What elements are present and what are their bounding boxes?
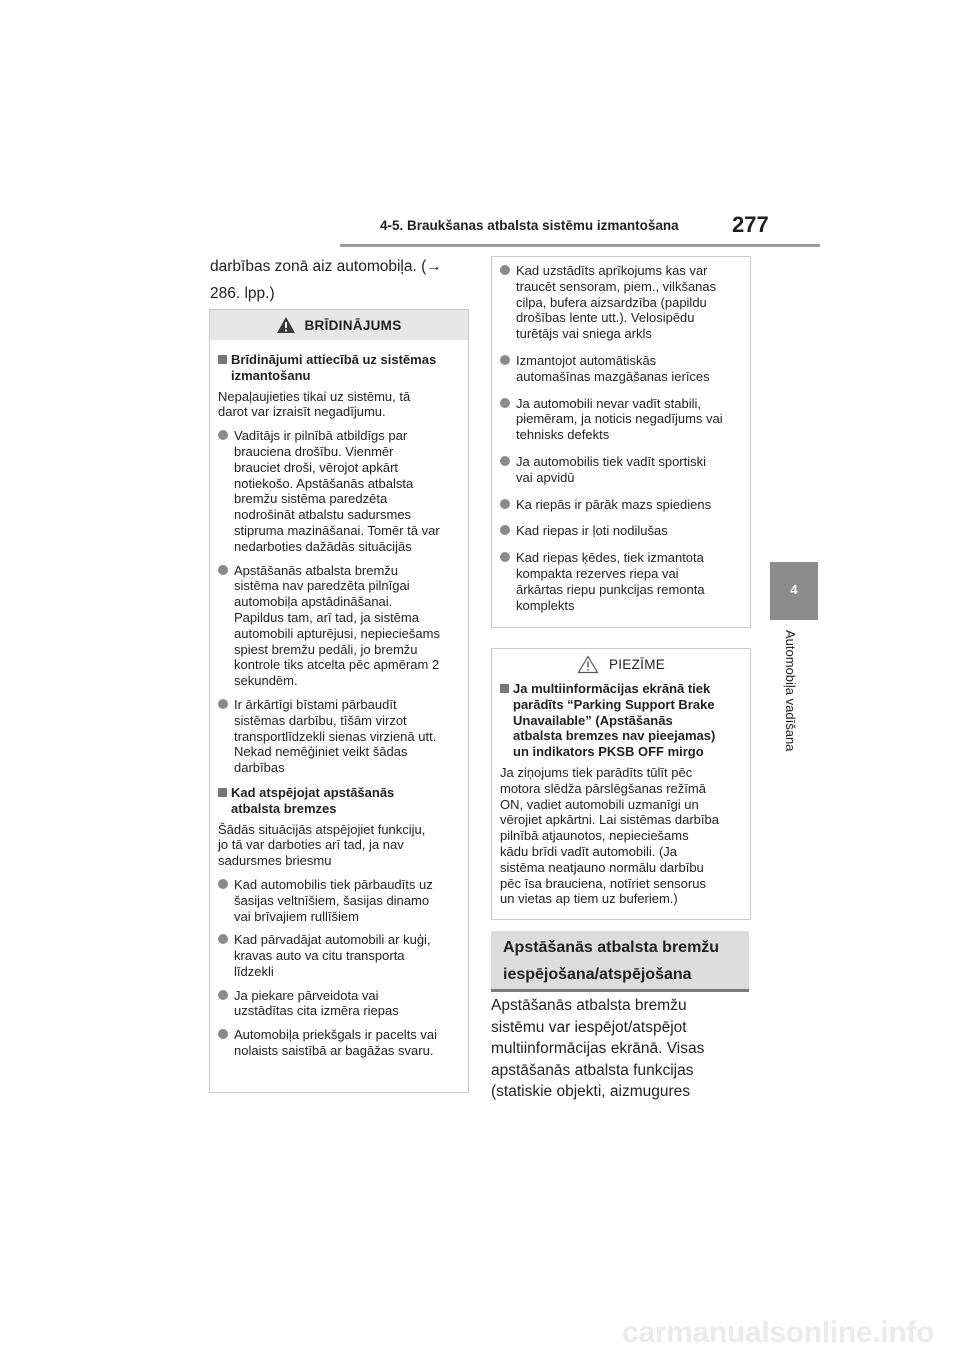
subheading-line: izmantošanu [231, 367, 311, 383]
chapter-tab [770, 562, 818, 620]
subheading-line: Brīdinājumi attiecībā uz sistēmas [231, 352, 437, 367]
caution-triangle-outline-icon [577, 655, 599, 674]
subheading-line: Kad atspējojat apstāšanās [231, 784, 395, 800]
bullet-line: drošības lente utt.). Velosipēdu [516, 310, 695, 326]
bullet-dot-icon [218, 990, 228, 1000]
section-body [491, 995, 756, 1103]
warning-bullet [218, 697, 460, 776]
footer-watermark: carmanualsonline.info [622, 1316, 935, 1349]
paragraph-line: un vietas ap tiem uz buferiem.) [500, 891, 678, 907]
note-paragraph [500, 765, 742, 907]
bullet-line: nolaists saistībā ar bagāžas svaru. [234, 1043, 434, 1059]
warning-bullet [218, 932, 460, 979]
bullet-line: Kad riepas ķēdes, tiek izmantota [516, 550, 704, 566]
bullet-line: automobiļa apstādināšanai. [234, 594, 393, 610]
bullet-line: brauciet droši, vērojot apkārt [234, 459, 399, 475]
paragraph-line: darot var izraisīt negadījumu. [218, 404, 386, 420]
body-line: (statiskie objekti, aizmugures [491, 1083, 690, 1101]
bullet-line: vai apvidū [516, 469, 575, 485]
paragraph-line: vērojiet apkārtni. Lai sistēmas darbība [500, 812, 719, 828]
square-bullet-icon [218, 788, 227, 797]
bullet-line: vai brīvajiem rullīšiem [234, 908, 359, 924]
intro-line: darbības zonā aiz automobiļa. (→ [210, 258, 442, 275]
section-heading-line: Apstāšanās atbalsta bremžu [503, 939, 720, 956]
warning-header [210, 310, 468, 340]
section-heading-line: iespējošana/atspējošana [503, 966, 692, 983]
subheading-line: Ja multiinformācijas ekrānā tiek [513, 681, 711, 696]
bullet-line: stipruma mazināšanai. Tomēr tā var [234, 522, 440, 538]
warning-title: BRĪDINĀJUMS [304, 317, 402, 333]
note-title: PIEZĪME [608, 656, 666, 672]
warning-bullet [218, 988, 460, 1020]
bullet-line: ārkārtas riepu punkcijas remonta [516, 581, 705, 597]
bullet-line: cilpa, bufera aizsardzība (papildu [516, 294, 707, 310]
warning-subheading [218, 352, 460, 384]
body-line: apstāšanās atbalsta funkcijas [491, 1061, 694, 1079]
bullet-line: nodrošināt atbalstu sadursmes [234, 507, 412, 523]
bullet-line: Vadītājs ir pilnībā atbildīgs par [234, 428, 408, 444]
bullet-line: uzstādītas cita izmēra riepas [234, 1003, 399, 1019]
note-content [492, 681, 750, 907]
bullet-line: komplekts [516, 597, 575, 613]
body-line: multiinformācijas ekrānā. Visas [491, 1040, 705, 1058]
note-subheading [500, 681, 742, 760]
bullet-line: sistēmas darbību, tīšām virzot [234, 712, 407, 728]
warning-subheading [218, 785, 460, 817]
bullet-dot-icon [500, 265, 510, 275]
bullet-line: Ja piekare pārveidota vai [234, 987, 379, 1003]
paragraph-line: Šādās situācijās atspējojiet funkciju, [218, 821, 426, 837]
paragraph-line: Nepaļaujieties tikai uz sistēmu, tā [218, 388, 411, 404]
bullet-dot-icon [500, 525, 510, 535]
bullet-line: piemēram, ja noticis negadījums vai [516, 411, 723, 427]
square-bullet-icon [218, 355, 227, 364]
bullet-line: šasijas veltnīšiem, šasijas dinamo [234, 892, 430, 908]
bullet-dot-icon [500, 552, 510, 562]
warning-bullet [500, 550, 742, 613]
bullet-line: bremžu sistēma paredzēta [234, 491, 388, 507]
subheading-line: atbalsta bremzes nav pieejamas) [513, 728, 716, 744]
bullet-line: Ja automobilis tiek vadīt sportiski [516, 453, 707, 469]
chapter-number: 4 [790, 582, 798, 597]
section-heading [491, 931, 749, 992]
square-bullet-icon [500, 684, 509, 693]
bullet-line: sekundēm. [234, 673, 298, 689]
bullet-line: Automobiļa priekšgals ir pacelts vai [234, 1027, 438, 1043]
paragraph-line: ON, vadiet automobili uzmanīgi un [500, 796, 699, 812]
bullet-line: Ka riepās ir pārāk mazs spiediens [516, 496, 712, 512]
body-line: sistēmu var iespējot/atspējot [491, 1018, 687, 1036]
warning-paragraph [218, 389, 460, 421]
bullet-line: Kad riepas ir ļoti nodilušas [516, 523, 668, 539]
header-divider [340, 244, 820, 247]
bullet-line: turētājs vai sniega arkls [516, 326, 652, 342]
bullet-line: spiest bremžu pedāli, jo bremžu [234, 641, 418, 657]
warning-bullet [500, 396, 742, 443]
warning-bullet [500, 523, 742, 539]
bullet-dot-icon [500, 398, 510, 408]
bullet-line: Kad automobilis tiek pārbaudīts uz [234, 876, 433, 892]
bullet-line: darbības [234, 760, 285, 776]
subheading-line: parādīts “Parking Support Brake [513, 696, 715, 712]
bullet-line: līdzekli [234, 963, 274, 979]
warning-bullet [500, 353, 742, 385]
paragraph-line: motora slēdža pārslēgšanas režīmā [500, 780, 706, 796]
bullet-dot-icon [218, 699, 228, 709]
bullet-line: kompakta rezerves riepa vai [516, 565, 679, 581]
paragraph-line: pilnībā atjaunotos, nepieciešams [500, 828, 689, 844]
warning-triangle-icon [276, 316, 296, 334]
paragraph-line: Ja ziņojums tiek parādīts tūlīt pēc [500, 764, 693, 780]
paragraph-line: jo tā var darboties arī tad, ja nav [218, 837, 404, 853]
paragraph-line: kādu brīdi vadīt automobili. (Ja [500, 843, 678, 859]
subheading-line: atbalsta bremzes [231, 800, 337, 816]
warning-box [209, 309, 469, 1093]
bullet-line: brauciena drošību. Vienmēr [234, 443, 394, 459]
bullet-line: kravas auto va citu transporta [234, 948, 405, 964]
warning-bullet [500, 454, 742, 486]
bullet-line: nedarboties dažādās situācijās [234, 538, 412, 554]
paragraph-line: sadursmes briesmu [218, 853, 332, 869]
note-box [491, 648, 751, 920]
bullet-line: Nekad nemēģiniet veikt šādas [234, 744, 408, 760]
warning-bullet [218, 1027, 460, 1059]
bullet-dot-icon [500, 355, 510, 365]
bullet-line: tehnisks defekts [516, 427, 610, 443]
bullet-line: automobili apturējusi, nepieciešams [234, 625, 440, 641]
warning-content [210, 340, 468, 1059]
subheading-line: un indikators PKSB OFF mirgo [513, 744, 704, 760]
bullet-dot-icon [500, 456, 510, 466]
bullet-dot-icon [218, 879, 228, 889]
bullet-line: Apstāšanās atbalsta bremžu [234, 562, 399, 578]
bullet-line: Kad pārvadājat automobili ar kuģi, [234, 932, 431, 948]
warning-continued-box [491, 256, 751, 628]
bullet-line: Izmantojot automātiskās [516, 352, 657, 368]
warning-bullet [218, 428, 460, 554]
bullet-dot-icon [218, 934, 228, 944]
bullet-line: Papildus tam, arī tad, ja sistēma [234, 609, 419, 625]
intro-paragraph [210, 256, 470, 310]
page-number: 277 [732, 212, 769, 237]
warning-bullet [500, 497, 742, 513]
bullet-line: notiekošo. Apstāšanās atbalsta [234, 475, 414, 491]
bullet-dot-icon [218, 430, 228, 440]
warning-bullet [218, 877, 460, 924]
subheading-line: Unavailable” (Apstāšanās [513, 712, 673, 728]
paragraph-line: sistēma neatjauno normālu darbību [500, 859, 704, 875]
warning-bullet [218, 563, 460, 689]
body-line: Apstāšanās atbalsta bremžu [491, 997, 687, 1014]
bullet-line: automašīnas mazgāšanas ierīces [516, 368, 710, 384]
bullet-dot-icon [500, 499, 510, 509]
warning-paragraph [218, 822, 460, 869]
note-header [492, 649, 750, 679]
paragraph-line: pēc īsa brauciena, notīriet sensorus [500, 875, 706, 891]
bullet-line: traucēt sensoram, piem., vilkšanas [516, 278, 717, 294]
bullet-line: Ir ārkārtīgi bīstami pārbaudīt [234, 696, 397, 712]
bullet-line: transportlīdzekli sienas virzienā utt. [234, 728, 437, 744]
warning-bullet [500, 263, 742, 342]
bullet-line: Kad uzstādīts aprīkojums kas var [516, 263, 708, 278]
chapter-title: Automobiļa vadīšana [783, 630, 798, 752]
intro-line: 286. lpp.) [210, 285, 275, 302]
warning-continued-content [492, 263, 750, 613]
bullet-line: Ja automobili nevar vadīt stabili, [516, 395, 701, 411]
bullet-dot-icon [218, 1029, 228, 1039]
bullet-line: kontrole tiks atcelta pēc apmēram 2 [234, 657, 440, 673]
section-header-title: 4-5. Braukšanas atbalsta sistēmu izmantošana [380, 218, 679, 233]
bullet-line: sistēma nav paredzēta pilnīgai [234, 578, 410, 594]
bullet-dot-icon [218, 565, 228, 575]
